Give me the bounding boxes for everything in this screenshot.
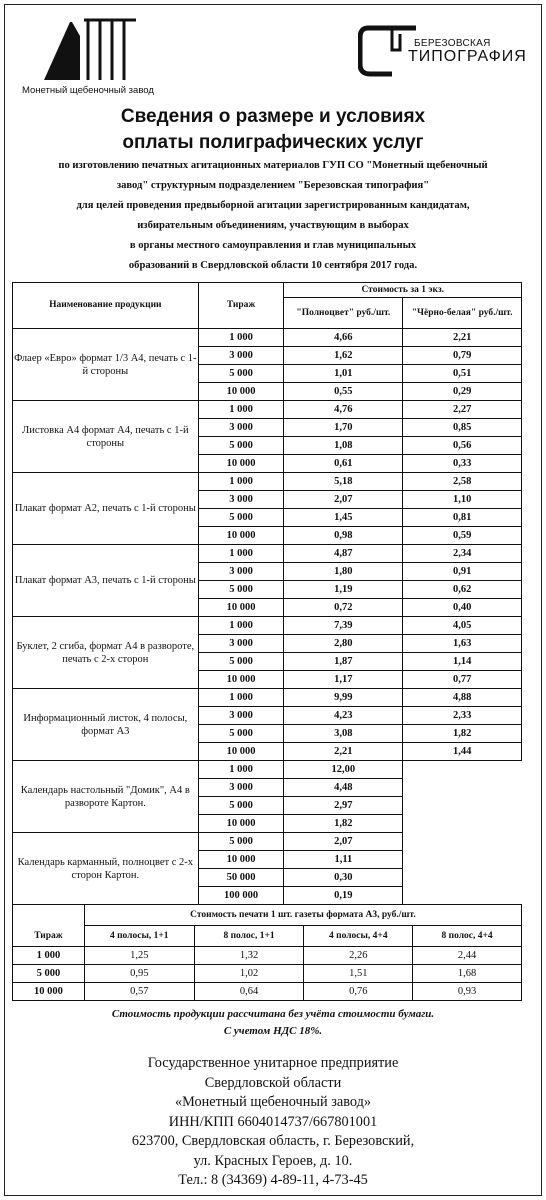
color-price-cell: 1,01 [284, 365, 403, 383]
color-price-cell: 2,07 [284, 491, 403, 509]
price-cell: 1,02 [194, 965, 304, 983]
color-price-cell: 1,11 [284, 851, 403, 869]
bw-price-cell [403, 779, 522, 797]
bw-price-cell [403, 833, 522, 851]
run-cell: 5 000 [198, 581, 284, 599]
header-color: "Полноцвет" руб./шт. [284, 298, 403, 329]
bw-price-cell: 2,58 [403, 473, 522, 491]
footer-line: 623700, Свердловская область, г. Березовский, [131, 1133, 415, 1149]
color-price-cell: 0,72 [284, 599, 403, 617]
color-price-cell: 3,08 [284, 725, 403, 743]
run-cell: 10 000 [198, 743, 284, 761]
t2-header-run: Тираж [13, 926, 85, 947]
price-cell: 1,25 [84, 947, 194, 965]
header-bw: "Чёрно-белая" руб./шт. [403, 298, 522, 329]
run-cell: 10 000 [198, 455, 284, 473]
footer-line: ул. Красных Героев, д. 10. [193, 1152, 353, 1169]
color-price-cell: 1,87 [284, 653, 403, 671]
product-name: Буклет, 2 сгиба, формат А4 в развороте, печать с 2-х сторон [13, 617, 199, 689]
table-row [13, 983, 522, 1001]
bw-price-cell: 4,88 [403, 689, 522, 707]
color-price-cell: 1,17 [284, 671, 403, 689]
run-cell: 1 000 [198, 545, 284, 563]
left-logo [22, 16, 162, 96]
table-row [13, 833, 522, 851]
footer-line: «Монетный щебеночный завод» [174, 1094, 372, 1110]
bw-price-cell: 1,63 [403, 635, 522, 653]
bw-price-cell: 0,85 [403, 419, 522, 437]
right-logo [358, 24, 527, 78]
run-cell: 5 000 [198, 653, 284, 671]
bw-price-cell: 1,10 [403, 491, 522, 509]
note-line: Стоимость продукции рассчитана без учёта стоимости бумаги. [111, 1008, 435, 1020]
bw-price-cell: 1,14 [403, 653, 522, 671]
note-line: С учетом НДС 18%. [223, 1025, 323, 1037]
table-row [13, 689, 522, 707]
intro-line: завод" структурным подразделением "Березовская типография" [116, 180, 430, 191]
t2-corner [13, 905, 85, 926]
header-run: Тираж [198, 283, 284, 329]
color-price-cell: 9,99 [284, 689, 403, 707]
table-row [13, 401, 522, 419]
color-price-cell: 7,39 [284, 617, 403, 635]
run-cell: 10 000 [198, 527, 284, 545]
color-price-cell: 2,80 [284, 635, 403, 653]
bw-price-cell: 0,56 [403, 437, 522, 455]
bw-price-cell: 2,33 [403, 707, 522, 725]
table-row [13, 965, 522, 983]
run-cell: 5 000 [198, 833, 284, 851]
price-cell: 1,68 [413, 965, 522, 983]
run-cell: 5 000 [198, 509, 284, 527]
run-cell: 3 000 [198, 779, 284, 797]
run-cell: 5 000 [198, 365, 284, 383]
color-price-cell: 1,45 [284, 509, 403, 527]
run-cell: 1 000 [198, 761, 284, 779]
footer-line: Свердловской области [204, 1074, 342, 1091]
intro-line: по изготовлению печатных агитационных материалов ГУП СО "Монетный щебеночный [58, 160, 488, 171]
color-price-cell: 1,82 [284, 815, 403, 833]
bw-price-cell: 0,51 [403, 365, 522, 383]
t2-col-header: 4 полосы, 1+1 [84, 926, 194, 947]
bw-price-cell [403, 851, 522, 869]
title-line: оплаты полиграфических услуг [122, 132, 424, 153]
price-cell: 0,95 [84, 965, 194, 983]
run-cell: 3 000 [198, 491, 284, 509]
color-price-cell: 2,97 [284, 797, 403, 815]
run-cell: 3 000 [198, 419, 284, 437]
run-cell: 5 000 [198, 725, 284, 743]
run-cell: 3 000 [198, 347, 284, 365]
table-row [13, 617, 522, 635]
run-cell: 3 000 [198, 707, 284, 725]
table-row [13, 947, 522, 965]
intro-line: образований в Свердловской области 10 сентября 2017 года. [128, 260, 418, 271]
run-cell: 1 000 [13, 947, 85, 965]
run-cell: 1 000 [198, 473, 284, 491]
price-cell: 0,76 [304, 983, 413, 1001]
price-cell: 2,44 [413, 947, 522, 965]
intro-line: в органы местного самоуправления и глав муниципальных [129, 240, 417, 251]
color-price-cell: 1,80 [284, 563, 403, 581]
price-cell: 0,57 [84, 983, 194, 1001]
color-price-cell: 1,19 [284, 581, 403, 599]
bw-price-cell: 0,33 [403, 455, 522, 473]
price-cell: 2,26 [304, 947, 413, 965]
price-table-body [13, 329, 522, 905]
run-cell: 3 000 [198, 563, 284, 581]
bw-price-cell [403, 797, 522, 815]
price-cell: 0,64 [194, 983, 304, 1001]
run-cell: 5 000 [198, 797, 284, 815]
run-cell: 100 000 [198, 887, 284, 905]
t2-header-cost: Стоимость печати 1 шт. газеты формата А3, руб./шт. [84, 905, 521, 926]
color-price-cell: 2,21 [284, 743, 403, 761]
bw-price-cell [403, 869, 522, 887]
title-line: Сведения о размере и условиях [120, 106, 426, 127]
footer-line: ИНН/КПП 6604014737/667801001 [168, 1113, 378, 1130]
color-price-cell: 4,48 [284, 779, 403, 797]
right-logo-line2: ТИПОГРАФИЯ [408, 48, 527, 65]
run-cell: 10 000 [198, 851, 284, 869]
product-name: Календарь карманный, полноцвет с 2-х сторон Картон. [13, 833, 199, 905]
bw-price-cell: 2,34 [403, 545, 522, 563]
product-name: Листовка А4 формат А4, печать с 1-й стороны [13, 401, 199, 473]
intro-line: для целей проведения предвыборной агитации зарегистрированным кандидатам, [76, 200, 470, 211]
bw-price-cell: 0,40 [403, 599, 522, 617]
bw-price-cell: 0,62 [403, 581, 522, 599]
color-price-cell: 4,23 [284, 707, 403, 725]
color-price-cell: 0,30 [284, 869, 403, 887]
product-name: Информационный листок, 4 полосы, формат А3 [13, 689, 199, 761]
color-price-cell: 2,07 [284, 833, 403, 851]
color-price-cell: 1,70 [284, 419, 403, 437]
company-footer [0, 1054, 546, 1191]
price-cell: 1,51 [304, 965, 413, 983]
color-price-cell: 0,61 [284, 455, 403, 473]
color-price-cell: 4,76 [284, 401, 403, 419]
color-price-cell: 0,19 [284, 887, 403, 905]
run-cell: 1 000 [198, 617, 284, 635]
t2-col-header: 8 полос, 4+4 [413, 926, 522, 947]
run-cell: 1 000 [198, 329, 284, 347]
factory-logo-icon [40, 16, 140, 82]
bw-price-cell: 0,91 [403, 563, 522, 581]
bw-price-cell: 0,81 [403, 509, 522, 527]
run-cell: 10 000 [198, 599, 284, 617]
color-price-cell: 0,98 [284, 527, 403, 545]
bw-price-cell: 2,27 [403, 401, 522, 419]
run-cell: 10 000 [13, 983, 85, 1001]
bw-price-cell: 0,79 [403, 347, 522, 365]
bw-price-cell: 1,82 [403, 725, 522, 743]
run-cell: 10 000 [198, 671, 284, 689]
bw-price-cell [403, 761, 522, 779]
intro-text [16, 156, 530, 276]
bw-price-cell [403, 887, 522, 905]
bw-price-cell: 0,77 [403, 671, 522, 689]
newspaper-table [12, 904, 522, 1001]
color-price-cell: 4,66 [284, 329, 403, 347]
color-price-cell: 12,00 [284, 761, 403, 779]
bw-price-cell: 0,59 [403, 527, 522, 545]
footer-line: Тел.: 8 (34369) 4-89-11, 4-73-45 [178, 1172, 368, 1188]
product-name: Календарь настольный "Домик", А4 в развороте Картон. [13, 761, 199, 833]
product-name: Плакат формат А3, печать с 1-й стороны [13, 545, 199, 617]
intro-line: избирательным объединениям, участвующим в выборах [137, 220, 409, 231]
t2-col-header: 8 полос, 1+1 [194, 926, 304, 947]
run-cell: 1 000 [198, 401, 284, 419]
run-cell: 5 000 [13, 965, 85, 983]
header-product: Наименование продукции [13, 283, 199, 329]
left-logo-caption: Монетный щебеночный завод [22, 85, 154, 96]
color-price-cell: 1,62 [284, 347, 403, 365]
run-cell: 5 000 [198, 437, 284, 455]
page-title [0, 104, 546, 156]
bw-price-cell [403, 815, 522, 833]
run-cell: 10 000 [198, 383, 284, 401]
footer-line: Государственное унитарное предприятие [147, 1055, 399, 1071]
table-row [13, 473, 522, 491]
table-row [13, 545, 522, 563]
color-price-cell: 0,55 [284, 383, 403, 401]
bw-price-cell: 1,44 [403, 743, 522, 761]
table-row [13, 329, 522, 347]
run-cell: 50 000 [198, 869, 284, 887]
color-price-cell: 1,08 [284, 437, 403, 455]
run-cell: 10 000 [198, 815, 284, 833]
price-table [12, 282, 522, 905]
bw-price-cell: 4,05 [403, 617, 522, 635]
price-note [0, 1006, 546, 1040]
newspaper-table-body [13, 947, 522, 1001]
right-logo-line1: БЕРЕЗОВСКАЯ [414, 38, 491, 49]
bw-price-cell: 0,29 [403, 383, 522, 401]
color-price-cell: 5,18 [284, 473, 403, 491]
product-name: Флаер «Евро» формат 1/3 А4, печать с 1-й стороны [13, 329, 199, 401]
t2-col-header: 4 полосы, 4+4 [304, 926, 413, 947]
table-row [13, 761, 522, 779]
color-price-cell: 4,87 [284, 545, 403, 563]
price-cell: 1,32 [194, 947, 304, 965]
product-name: Плакат формат А2, печать с 1-й стороны [13, 473, 199, 545]
run-cell: 3 000 [198, 635, 284, 653]
run-cell: 1 000 [198, 689, 284, 707]
price-cell: 0,93 [413, 983, 522, 1001]
header-cost: Стоимость за 1 экз. [284, 283, 522, 298]
bw-price-cell: 2,21 [403, 329, 522, 347]
